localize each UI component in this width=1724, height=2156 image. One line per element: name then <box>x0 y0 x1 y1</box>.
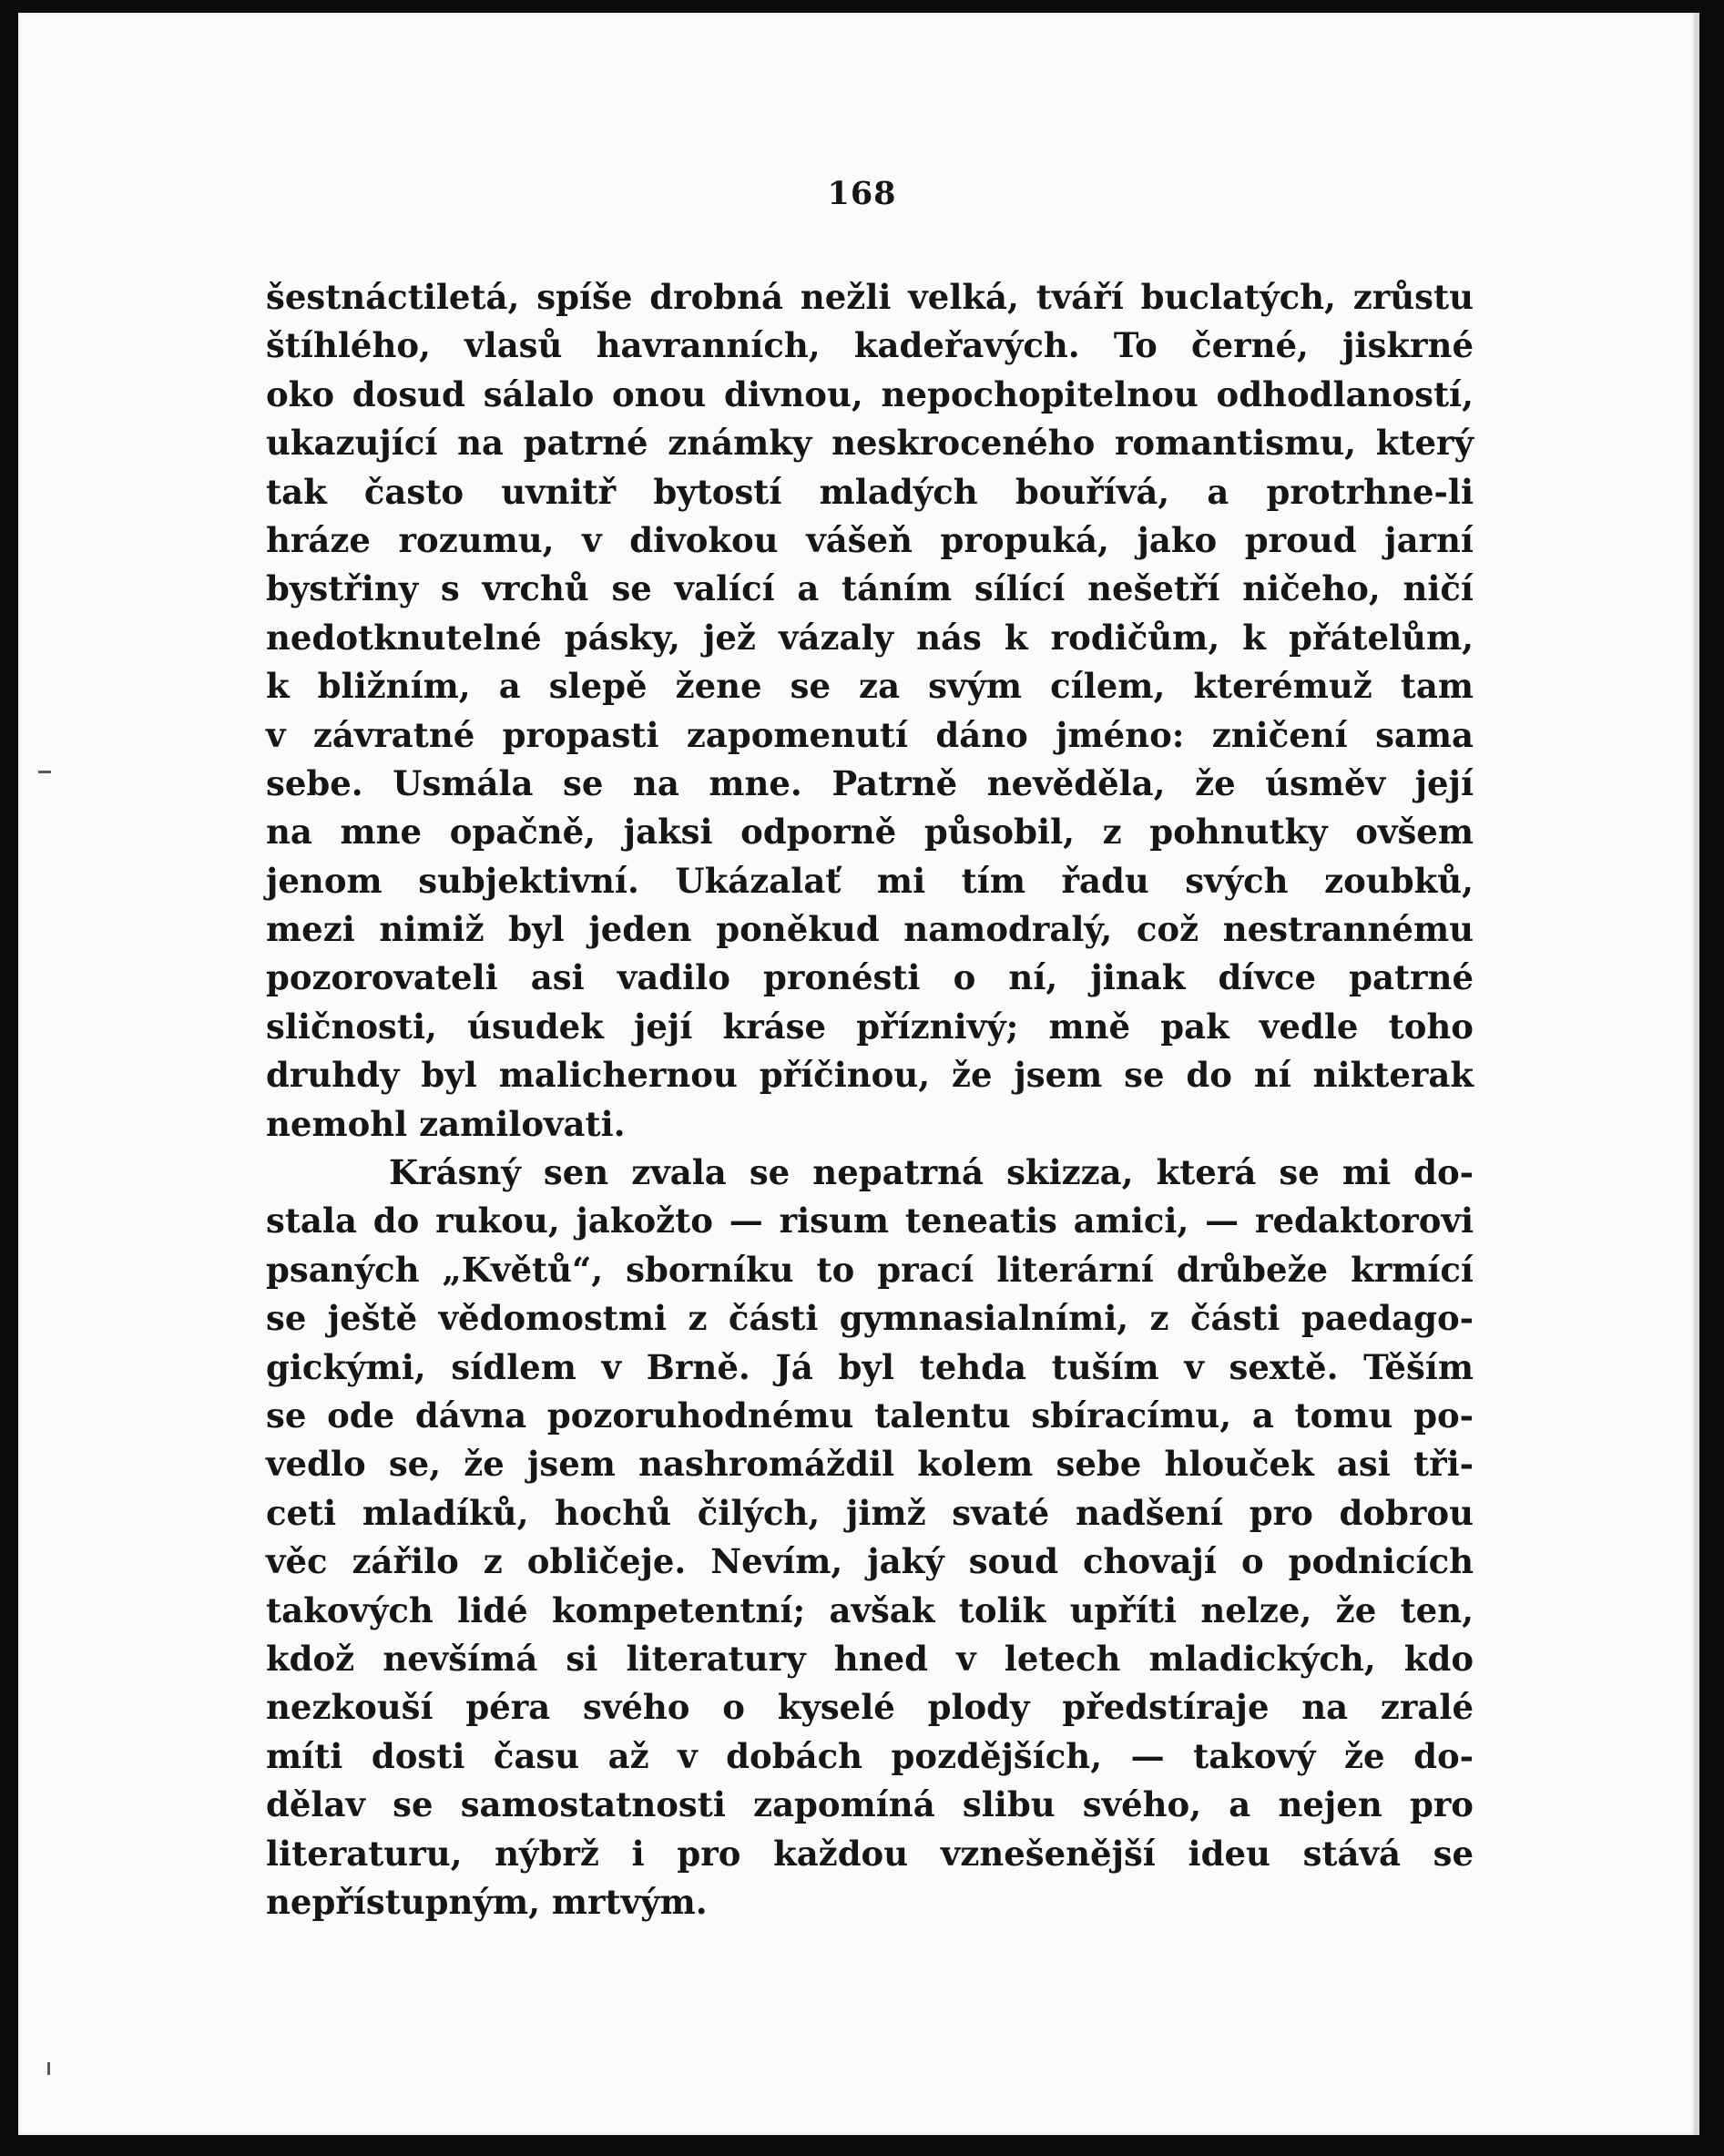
text-line: k bližním, a slepě žene se za svým cílem, kterémuž tam <box>266 666 1474 707</box>
text-line: stala do rukou, jakožto — risum teneatis amici, — redaktorovi <box>266 1201 1474 1241</box>
page-body-text <box>266 273 1474 1926</box>
text-line: kdož nevšímá si literatury hned v letech mladických, kdo <box>266 1638 1474 1679</box>
text-line: v závratné propasti zapomenutí dáno jméno: zničení sama <box>266 714 1474 755</box>
text-line: hráze rozumu, v divokou vášeň propuká, jako proud jarní <box>266 519 1474 560</box>
text-line: štíhlého, vlasů havranních, kadeřavých. To černé, jiskrné <box>266 325 1474 366</box>
text-line: pozorovateli asi vadilo pronésti o ní, jinak dívce patrné <box>266 957 1474 998</box>
paragraph <box>266 1149 1474 1926</box>
text-line: nemohl zamilovati. <box>266 1103 626 1144</box>
text-line: dělav se samostatnosti zapomíná slibu svého, a nejen pro <box>266 1784 1474 1825</box>
text-line: sebe. Usmála se na mne. Patrně nevěděla, že úsměv její <box>266 762 1474 803</box>
text-line: vedlo se, že jsem nashromáždil kolem sebe hlouček asi tři- <box>266 1444 1474 1485</box>
text-line: psaných „Květů“, sborníku to prací literární drůbeže krmící <box>266 1249 1474 1290</box>
text-line: takových lidé kompetentní; avšak tolik upříti nelze, že ten, <box>266 1589 1474 1630</box>
text-line: sličnosti, úsudek její kráse příznivý; mně pak vedle toho <box>266 1006 1474 1047</box>
text-line: mezi nimiž byl jeden poněkud namodralý, což nestrannému <box>266 909 1474 950</box>
text-line: věc zářilo z obličeje. Nevím, jaký soud chovají o podnicích <box>266 1541 1474 1582</box>
text-line: jenom subjektivní. Ukázalať mi tím řadu svých zoubků, <box>266 860 1474 901</box>
text-line: oko dosud sálalo onou divnou, nepochopitelnou odhodlaností, <box>266 373 1474 414</box>
text-line: se ode dávna pozoruhodnému talentu sbíracímu, a tomu po- <box>266 1395 1474 1436</box>
text-line: se ještě vědomostmi z části gymnasialními, z části paedago- <box>266 1298 1474 1339</box>
text-line: tak často uvnitř bytostí mladých bouřívá, a protrhne-li <box>266 471 1474 512</box>
text-line: druhdy byl malichernou příčinou, že jsem se do ní nikterak <box>266 1055 1474 1096</box>
text-line: šestnáctiletá, spíše drobná nežli velká, tváří buclatých, zrůstu <box>266 277 1474 317</box>
text-line: literaturu, nýbrž i pro každou vznešenější ideu stává se <box>266 1833 1474 1874</box>
text-line: Krásný sen zvala se nepatrná skizza, která se mi do- <box>389 1152 1474 1193</box>
text-line: nepřístupným, mrtvým. <box>266 1881 708 1922</box>
text-line: bystřiny s vrchů se valící a táním sílící nešetří ničeho, ničí <box>266 568 1474 609</box>
text-line: nedotknutelné pásky, jež vázaly nás k rodičům, k přátelům, <box>266 617 1474 658</box>
text-line: nezkouší péra svého o kyselé plody předstíraje na zralé <box>266 1687 1474 1728</box>
text-line: míti dosti času až v dobách pozdějších, — takový že do- <box>266 1735 1474 1776</box>
page-number: 168 <box>827 175 897 212</box>
text-line: na mne opačně, jaksi odporně působil, z pohnutky ovšem <box>266 812 1474 853</box>
text-line: ukazující na patrné známky neskroceného romantismu, který <box>266 423 1474 464</box>
text-line: ceti mladíků, hochů čilých, jimž svaté nadšení pro dobrou <box>266 1492 1474 1533</box>
paragraph <box>266 273 1474 1149</box>
scan-mark <box>47 2062 50 2075</box>
text-line: gickými, sídlem v Brně. Já byl tehda tuším v sextě. Těším <box>266 1346 1474 1387</box>
scan-mark <box>38 771 51 773</box>
